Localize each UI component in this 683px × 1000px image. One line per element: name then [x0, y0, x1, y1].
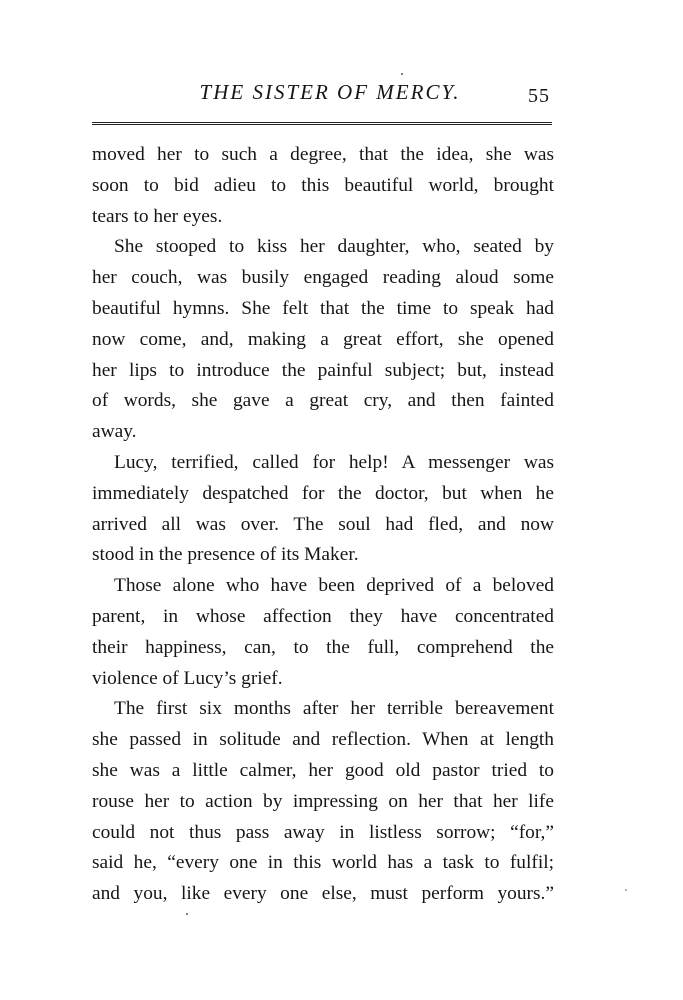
scan-speck — [401, 73, 403, 75]
paragraph-2 — [92, 232, 554, 448]
text-line: beautiful hymns. She felt that the time to speak had — [92, 297, 554, 319]
text-line: The first six months after her terrible bereavement — [114, 698, 554, 720]
paragraph-4 — [92, 571, 554, 694]
header-rule — [92, 122, 552, 125]
page-number: 55 — [528, 85, 550, 107]
text-line: soon to bid adieu to this beautiful world, brought — [92, 174, 554, 196]
paragraph-3 — [92, 448, 554, 571]
running-title: THE SISTER OF MERCY. — [199, 80, 461, 104]
text-line: She stooped to kiss her daughter, who, seated by — [114, 236, 554, 258]
text-line: of words, she gave a great cry, and then fainted — [92, 390, 554, 412]
text-line: arrived all was over. The soul had fled, and now — [92, 513, 554, 535]
scan-speck — [625, 889, 627, 891]
scan-speck — [186, 913, 188, 915]
page-body — [92, 140, 554, 910]
text-line: her lips to introduce the painful subject; but, instead — [92, 359, 554, 381]
text-line: immediately despatched for the doctor, but when he — [92, 482, 554, 504]
text-line: rouse her to action by impressing on her that her life — [92, 790, 554, 812]
text-line: Lucy, terrified, called for help! A messenger was — [114, 451, 554, 473]
text-line: she was a little calmer, her good old pastor tried to — [92, 759, 554, 781]
text-line: her couch, was busily engaged reading aloud some — [92, 267, 554, 289]
text-line: she passed in solitude and reflection. When at length — [92, 729, 554, 751]
text-line: violence of Lucy’s grief. — [92, 667, 283, 689]
text-line: could not thus pass away in listless sorrow; “for,” — [92, 821, 554, 843]
paragraph-5 — [92, 694, 554, 910]
paragraph-1 — [92, 140, 554, 232]
text-line: moved her to such a degree, that the idea, she was — [92, 144, 554, 165]
text-line: away. — [92, 421, 137, 443]
text-line: parent, in whose affection they have concentrated — [92, 605, 554, 627]
text-line: and you, like every one else, must perform yours.” — [92, 883, 554, 905]
text-line: Those alone who have been deprived of a beloved — [114, 575, 554, 597]
text-line: tears to her eyes. — [92, 205, 223, 227]
text-line: their happiness, can, to the full, comprehend the — [92, 636, 554, 658]
text-line: stood in the presence of its Maker. — [92, 544, 359, 566]
text-line: now come, and, making a great effort, she opened — [92, 328, 554, 350]
text-line: said he, “every one in this world has a task to fulfil; — [92, 852, 554, 874]
